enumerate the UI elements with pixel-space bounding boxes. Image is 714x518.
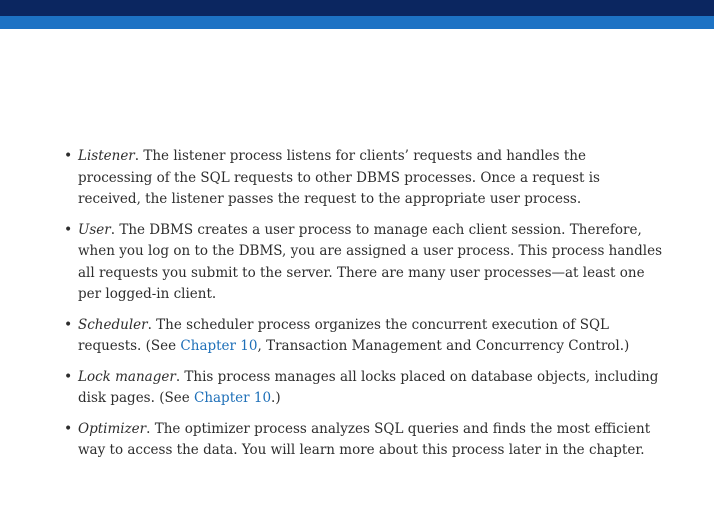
header-bar xyxy=(0,0,714,16)
description-scheduler: . The scheduler process organizes the concurrent execution of SQL requests. (See xyxy=(78,316,609,354)
description-listener: . The listener process listens for clients’ requests and handles the processing of the SQL requests to other DBMS processes. Once a request is received, the listener passes the request to the appropriate user process. xyxy=(78,148,600,207)
description-user: . The DBMS creates a user process to manage each client session. Therefore, when you log on to the DBMS, you are assigned a user process. This process handles all requests you submit to the server. There are many user processes—at least one per logged-in client. xyxy=(78,221,663,302)
bullet-icon: • xyxy=(64,420,73,437)
bullet-icon: • xyxy=(64,368,73,385)
header-accent-stripe xyxy=(0,16,714,29)
process-list xyxy=(64,146,664,471)
term-user: User xyxy=(78,221,111,238)
chapter-10-link[interactable]: Chapter 10 xyxy=(180,338,258,354)
description-lock-manager-tail: .) xyxy=(271,390,281,406)
description-scheduler-tail: , Transaction Management and Concurrency Control.) xyxy=(257,338,630,354)
bullet-icon: • xyxy=(64,221,73,238)
term-optimizer: Optimizer xyxy=(78,420,147,437)
list-item-scheduler xyxy=(64,315,664,358)
description-optimizer: . The optimizer process analyzes SQL queries and finds the most efficient way to access the data. You will learn more about this process later in the chapter. xyxy=(78,420,651,458)
term-listener: Listener xyxy=(78,148,135,164)
bullet-icon: • xyxy=(64,148,73,164)
list-item-optimizer xyxy=(64,419,664,462)
bullet-icon: • xyxy=(64,316,73,333)
chapter-10-link[interactable]: Chapter 10 xyxy=(193,390,272,406)
term-scheduler: Scheduler xyxy=(78,316,148,333)
description-lock-manager: . This process manages all locks placed on database objects, including disk pages. (See xyxy=(78,368,659,406)
list-item-user xyxy=(64,220,664,306)
list-item-lock-manager xyxy=(64,367,664,410)
term-lock-manager: Lock manager xyxy=(78,368,176,385)
list-item-listener xyxy=(64,146,664,211)
